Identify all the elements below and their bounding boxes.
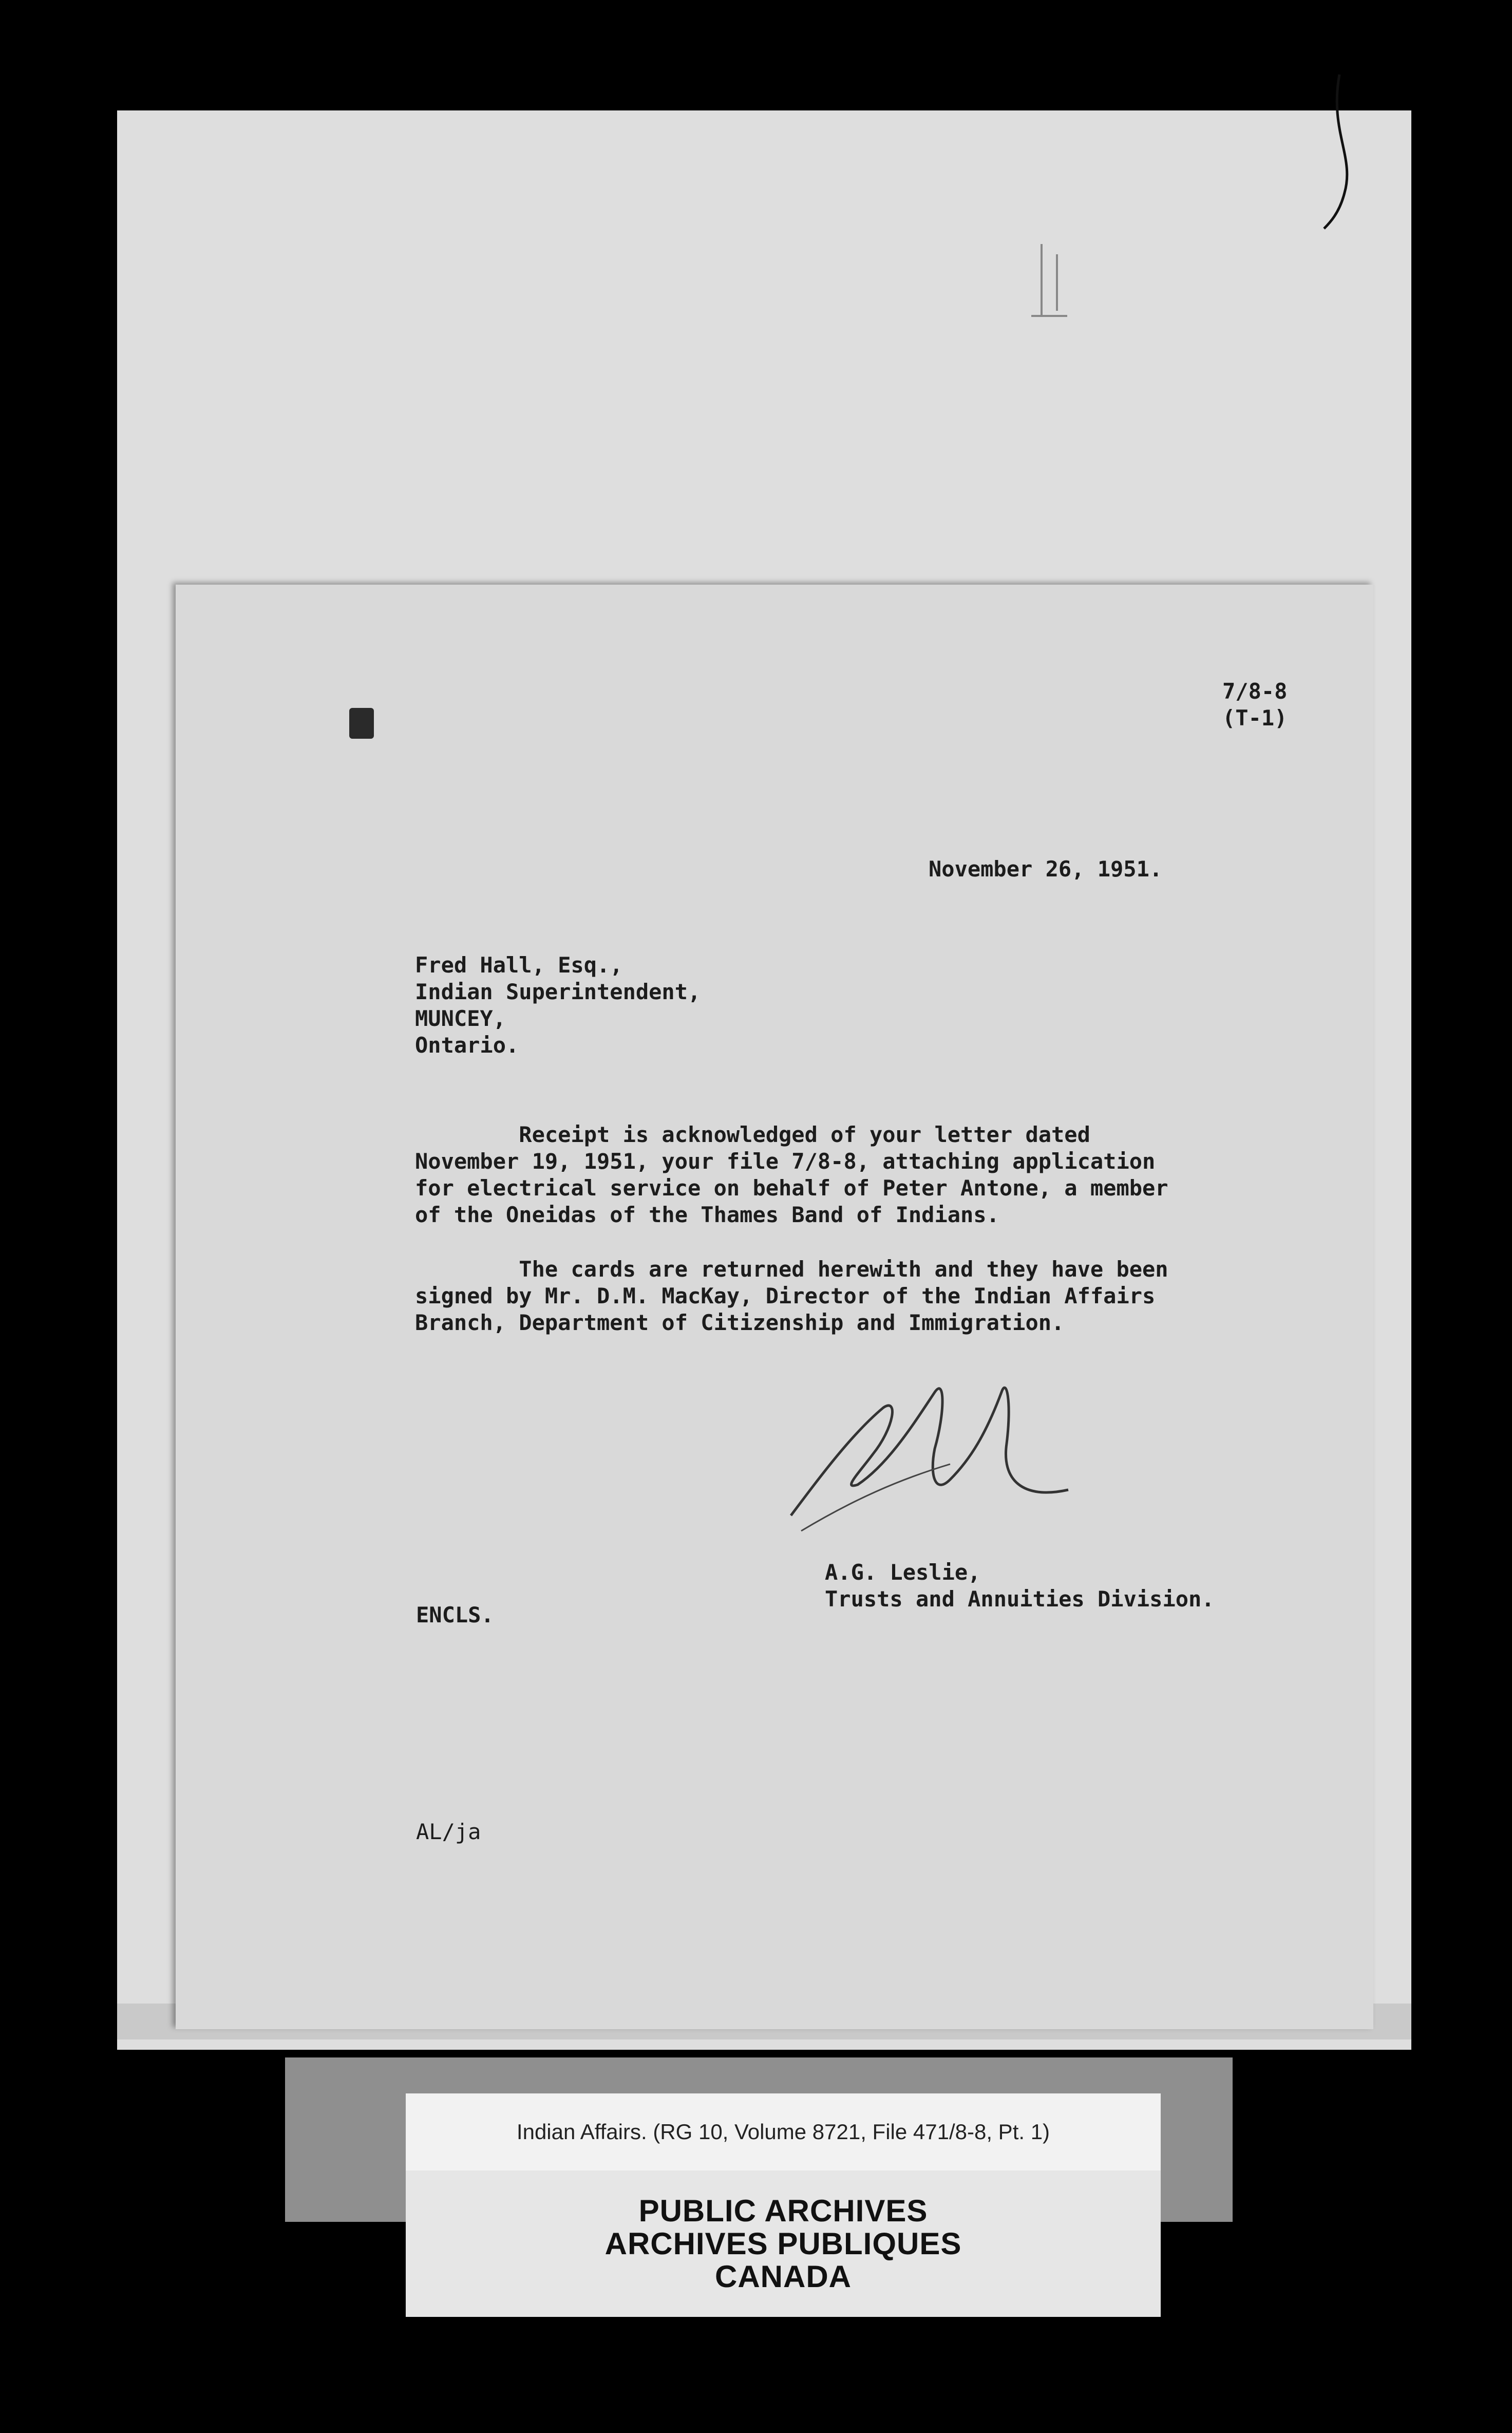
- addressee-block: Fred Hall, Esq., Indian Superintendent, MUNCEY, Ontario.: [415, 952, 701, 1058]
- handwritten-signature: [781, 1361, 1099, 1557]
- stamp-line-3: CANADA: [715, 2259, 852, 2294]
- signatory-block: A.G. Leslie, Trusts and Annuities Division.: [825, 1560, 1215, 1612]
- enclosures-note: ENCLS.: [416, 1602, 494, 1627]
- file-reference: 7/8-8 (T-1): [1222, 679, 1288, 731]
- archive-reference-label: [406, 2093, 1161, 2170]
- stamp-line-2: ARCHIVES PUBLIQUES: [604, 2226, 962, 2261]
- binding-hole: [349, 708, 374, 739]
- body-paragraph-2: The cards are returned herewith and they have been signed by Mr. D.M. MacKay, Director of the Indian Affairs Branch, Department of Citizenship and Immigration.: [415, 1257, 1168, 1335]
- stamp-line-1: PUBLIC ARCHIVES: [638, 2193, 928, 2228]
- pencil-mark: [1021, 239, 1083, 326]
- body-paragraph-1: Receipt is acknowledged of your letter dated November 19, 1951, your file 7/8-8, attaching application for electrical service on behalf of Peter Antone, a member of the Oneidas of the Thames Band of Indians.: [415, 1122, 1168, 1227]
- archive-stamp: [406, 2170, 1161, 2317]
- letter-date: November 26, 1951.: [929, 856, 1163, 882]
- pen-stroke: [1309, 69, 1401, 234]
- archive-reference: Indian Affairs. (RG 10, Volume 8721, File 471/8-8, Pt. 1): [516, 2120, 1050, 2144]
- typist-initials: AL/ja: [416, 1819, 481, 1844]
